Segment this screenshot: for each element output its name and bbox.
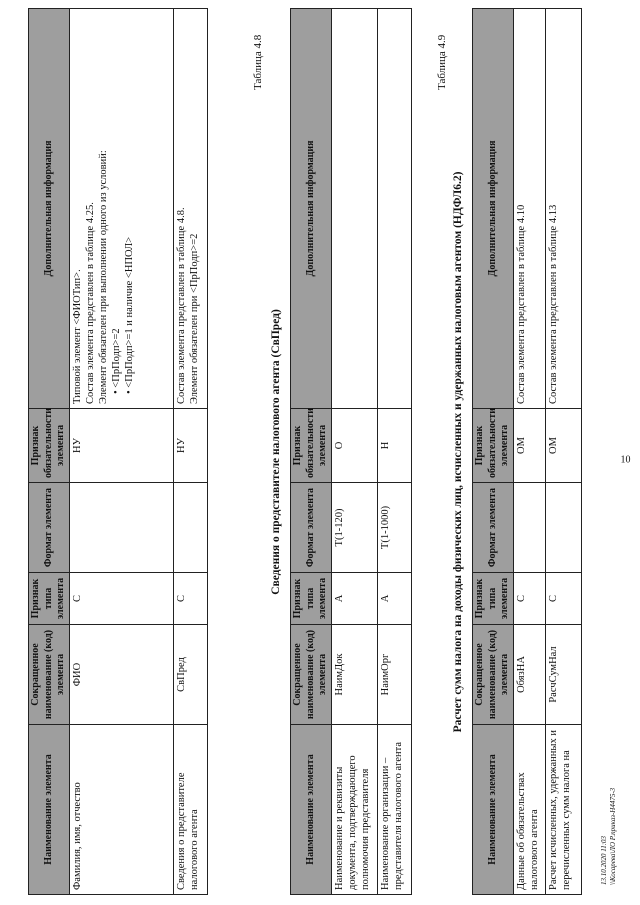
header-required: Признак обязательности элемента [29, 409, 70, 483]
cell-type: А [331, 573, 377, 625]
info-line: Элемент обязателен при <ПрПодп>=2 [188, 233, 200, 404]
table-header-row [291, 9, 332, 895]
table-label: Таблица 4.8 [252, 34, 264, 90]
header-code: Сокращенное наименование (код) элемента [29, 625, 70, 725]
header-format: Формат элемента [291, 483, 332, 573]
cell-info [377, 9, 411, 409]
cell-info [69, 9, 173, 409]
header-info: Дополнительная информация [473, 9, 514, 409]
header-format: Формат элемента [29, 483, 70, 573]
cell-name: Фамилия, имя, отчество [69, 725, 173, 895]
cell-format [173, 483, 207, 573]
cell-name: Наименование и реквизиты документа, подтверждающего полномочия представителя [331, 725, 377, 895]
header-code: Сокращенное наименование (код) элемента [291, 625, 332, 725]
cell-info [331, 9, 377, 409]
cell-code: НаимДок [331, 625, 377, 725]
info-line: Элемент обязателен при выполнении одного из условий: [97, 150, 109, 404]
cell-code: НаимОрг [377, 625, 411, 725]
cell-code: РасчСумНал [545, 625, 581, 725]
header-format: Формат элемента [473, 483, 514, 573]
table-4-9 [472, 8, 582, 895]
footer-timestamp: 13.10.2020 11:03 [600, 835, 608, 885]
cell-type: С [173, 573, 207, 625]
cell-type: С [69, 573, 173, 625]
table-caption: Расчет сумм налога на доходы физических лиц, исчисленных и удержанных налоговым агентом (НДФЛ6.2) [452, 171, 464, 733]
cell-info [173, 9, 207, 409]
cell-name: Сведения о представителе налогового агента [173, 725, 207, 895]
table-4-8 [290, 8, 412, 895]
header-required: Признак обязательности элемента [473, 409, 514, 483]
header-name: Наименование элемента [473, 725, 514, 895]
table-header-row [29, 9, 70, 895]
table-continuation [28, 8, 208, 895]
header-type: Признак типа элемента [473, 573, 514, 625]
cell-info: Состав элемента представлен в таблице 4.10 [513, 9, 545, 409]
table-row [69, 9, 173, 895]
cell-type: С [513, 573, 545, 625]
cell-required: О [331, 409, 377, 483]
table-row [377, 9, 411, 895]
cell-name: Данные об обязательствах налогового агента [513, 725, 545, 895]
cell-code: ФИО [69, 625, 173, 725]
table-header-row [473, 9, 514, 895]
header-info: Дополнительная информация [291, 9, 332, 409]
condition-item: • <ПрПодп>=1 и наличие <НПОЛ> [123, 13, 136, 394]
cell-name: Расчет исчисленных, удержанных и перечисленных сумм налога на [545, 725, 581, 895]
info-line: Состав элемента представлен в таблице 4.25. [84, 202, 96, 404]
cell-info: Состав элемента представлен в таблице 4.13 [545, 9, 581, 409]
cell-format [545, 483, 581, 573]
cell-required: ОМ [513, 409, 545, 483]
condition-item: • <ПрПодп>=2 [110, 13, 123, 394]
cell-format [69, 483, 173, 573]
header-type: Признак типа элемента [291, 573, 332, 625]
footer-path: \\Косарева\ЛО Р.приказ-Н4475-3 [609, 787, 618, 885]
cell-required: НУ [69, 409, 173, 483]
cell-format [513, 483, 545, 573]
cell-format: Т(1-1000) [377, 483, 411, 573]
footer-note [600, 788, 618, 885]
cell-required: ОМ [545, 409, 581, 483]
header-name: Наименование элемента [291, 725, 332, 895]
cell-code: СвПред [173, 625, 207, 725]
cell-type: А [377, 573, 411, 625]
header-type: Признак типа элемента [29, 573, 70, 625]
cell-required: Н [377, 409, 411, 483]
header-info: Дополнительная информация [29, 9, 70, 409]
table-label: Таблица 4.9 [436, 34, 448, 90]
page-number: 10 [620, 454, 631, 466]
cell-format: Т(1-120) [331, 483, 377, 573]
header-code: Сокращенное наименование (код) элемента [473, 625, 514, 725]
header-name: Наименование элемента [29, 725, 70, 895]
cell-type: С [545, 573, 581, 625]
cell-code: ОбязНА [513, 625, 545, 725]
table-row [173, 9, 207, 895]
table-row [513, 9, 545, 895]
table-row [331, 9, 377, 895]
cell-required: НУ [173, 409, 207, 483]
info-line: Типовой элемент <ФИОТип>. [71, 269, 83, 404]
header-required: Признак обязательности элемента [291, 409, 332, 483]
info-line: Состав элемента представлен в таблице 4.8. [175, 207, 187, 404]
table-caption: Сведения о представителе налогового агента (СвПред) [270, 309, 282, 595]
table-row [545, 9, 581, 895]
cell-name: Наименование организации – представителя налогового агента [377, 725, 411, 895]
condition-list [110, 13, 136, 404]
